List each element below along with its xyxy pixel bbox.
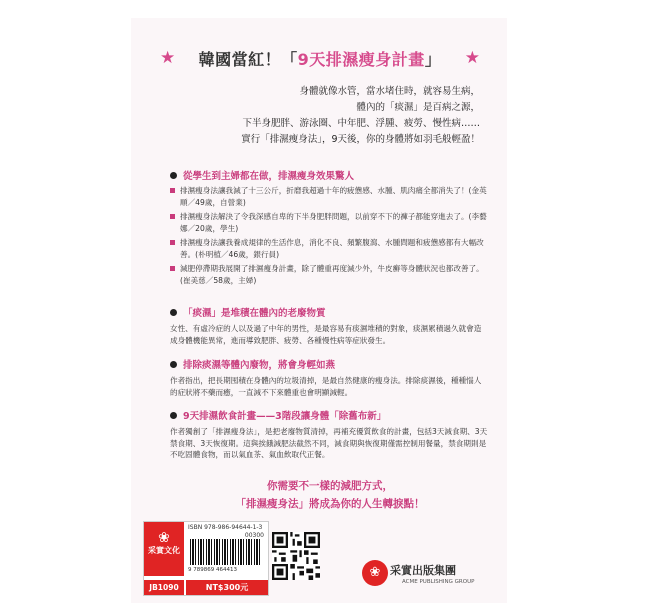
testimonial: 排濕瘦身法讓我養成規律的生活作息，消化不良、頻繁腹瀉、水腫問題和疲憊感都有大幅改善。(朴明植／46歲，銀行員) <box>170 237 488 260</box>
square-bullet-icon <box>170 214 175 219</box>
section-body: 作者獨創了「排濕瘦身法」，是把老廢物質清掉，再補充優質飲食的計畫，包括3天減食期、3天禁食期、3天恢復期。這與挨餓減肥法截然不同，減食期與恢復期僅需控制用餐量，禁食期則是不吃固體食物，而以氣血茶、氣血飲取代正餐。 <box>170 427 488 459</box>
square-bullet-icon <box>170 266 175 271</box>
testimonial: 排濕瘦身法讓我減了十三公斤，折磨我超過十年的疲憊感、水腫、肌肉痛全都消失了！(金英順／49歲，自營業) <box>170 185 488 208</box>
star-icon: ★ <box>464 47 480 68</box>
cta-line-1: 你需要不一樣的減肥方式， <box>267 480 393 492</box>
section-heading: 從學生到主婦都在做，排濕瘦身效果驚人 <box>183 171 355 182</box>
bullet-icon <box>170 412 177 419</box>
section-diet-plan <box>170 408 488 461</box>
section-remove-waste <box>170 357 488 398</box>
flower-logo-icon: ❀ <box>158 530 170 546</box>
imprint-name: 采實文化 <box>148 546 180 555</box>
star-icon: ★ <box>160 47 176 68</box>
barcode <box>190 539 262 565</box>
publisher-logo-icon: ❀ <box>362 560 388 586</box>
section-phlegm-dampness <box>170 305 488 346</box>
qr-code-icon <box>272 532 320 580</box>
intro-line: 下半身肥胖、游泳圈、中年肥、浮腫、疲勞、慢性病…… <box>242 118 480 129</box>
section-heading: 9天排濕飲食計畫——3階段讓身體「除舊布新」 <box>183 411 387 422</box>
headline <box>160 42 480 74</box>
bullet-icon <box>170 309 177 316</box>
publisher-small-logo <box>144 522 184 576</box>
intro-line: 實行「排濕瘦身法」，9天後，你的身體將如羽毛般輕盈！ <box>241 134 480 145</box>
barcode-number: 9 789869 464413 <box>188 567 237 573</box>
intro-line: 體內的「痰濕」是百病之源， <box>356 102 480 113</box>
section-heading: 「痰濕」是堆積在體內的老廢物質 <box>183 308 326 319</box>
section-testimonials <box>170 168 488 286</box>
bullet-icon <box>170 172 177 179</box>
publisher-name-en: ACME PUBLISHING GROUP <box>402 579 475 585</box>
section-body: 女性、有虛冷症的人以及過了中年的男性，是最容易有痰濕堆積的對象，痰濕累積過久就會造成身體機能異常，進而導致肥胖、疲勞、各種慢性病等症狀發生。 <box>170 324 482 345</box>
barcode-panel <box>143 521 269 596</box>
testimonial: 減肥停滯期我展開了排濕瘦身計畫，除了體重再度減少外，牛皮癬等身體狀況也都改善了。(崔美慈／58歲，主婦) <box>170 263 488 286</box>
cta-line-2: 「排濕瘦身法」將成為你的人生轉捩點！ <box>235 498 425 510</box>
intro-line: 身體就像水管，當水堵住時，就容易生病， <box>299 86 480 97</box>
testimonial: 排濕瘦身法解決了令我深感自卑的下半身肥胖問題，以前穿不下的褲子都能穿進去了。(李藝娜／20歲，學生) <box>170 211 488 234</box>
publisher-name: 采實出版集團 <box>390 564 456 577</box>
square-bullet-icon <box>170 188 175 193</box>
headline-highlight: 9天排濕瘦身計畫 <box>297 49 425 69</box>
intro-paragraph <box>180 84 480 148</box>
section-body: 作者指出，把長期囤積在身體內的垃圾清掉，是最自然健康的瘦身法。排除痰濕後，種種惱人的症狀將不藥而癒，一直減不下來體重也會明顯減輕。 <box>170 376 482 397</box>
square-bullet-icon <box>170 240 175 245</box>
headline-text: 韓國當紅！「9天排濕瘦身計畫」 <box>198 49 442 69</box>
price-code: 00300 <box>244 532 264 539</box>
bullet-icon <box>170 361 177 368</box>
price-label: NT$300元 <box>186 580 268 595</box>
isbn-text: ISBN 978-986-94644-1-3 <box>188 524 263 531</box>
section-heading: 排除痰濕等體內廢物，將會身輕如燕 <box>183 360 336 371</box>
series-code: JB1090 <box>144 580 184 595</box>
